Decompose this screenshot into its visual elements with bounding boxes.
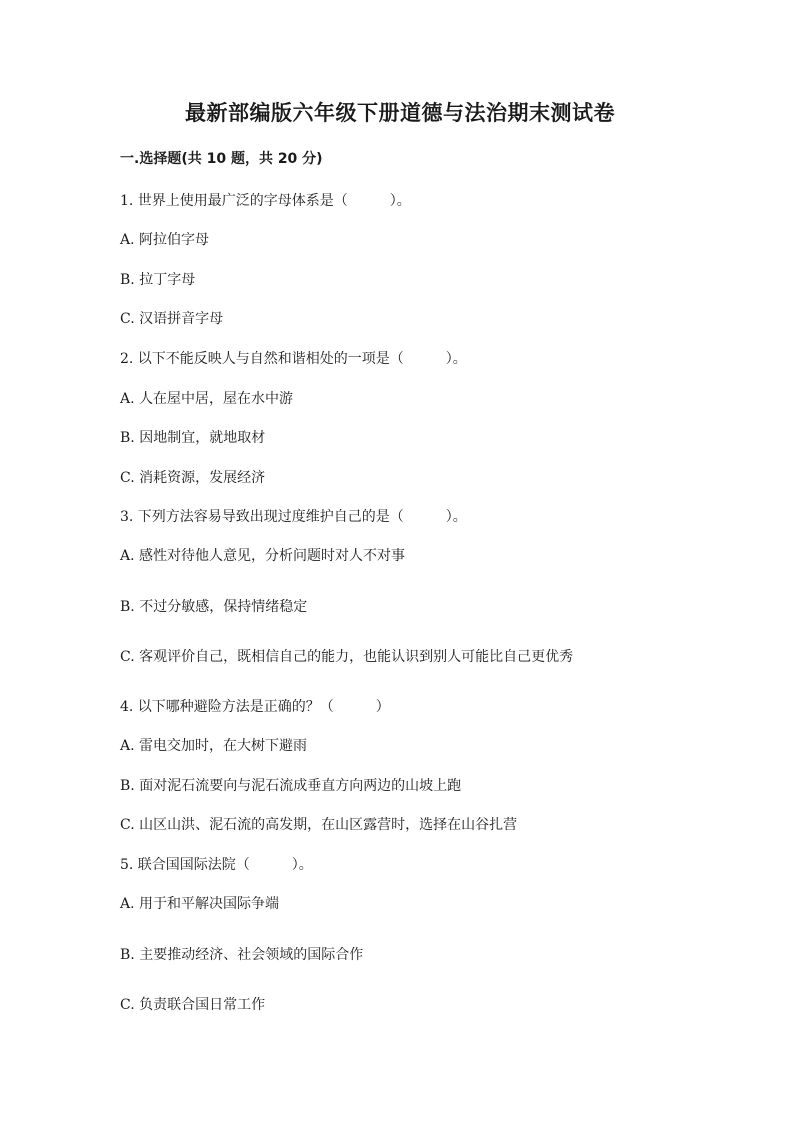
question-4-stem: 4. 以下哪种避险方法是正确的？（ ） bbox=[120, 699, 390, 715]
question-2-option-b: B. 因地制宜，就地取材 bbox=[120, 430, 266, 446]
question-4-option-b: B. 面对泥石流要向与泥石流成垂直方向两边的山坡上跑 bbox=[120, 778, 462, 794]
exam-title: 最新部编版六年级下册道德与法治期末测试卷 bbox=[185, 101, 615, 125]
question-3-option-b: B. 不过分敏感，保持情绪稳定 bbox=[120, 599, 308, 615]
question-1-option-a: A. 阿拉伯字母 bbox=[120, 232, 210, 248]
question-2-stem: 2. 以下不能反映人与自然和谐相处的一项是（ ）。 bbox=[120, 351, 467, 367]
question-2-option-c: C. 消耗资源，发展经济 bbox=[120, 470, 266, 486]
question-3-option-a: A. 感性对待他人意见，分析问题时对人不对事 bbox=[120, 548, 406, 564]
question-4-option-a: A. 雷电交加时，在大树下避雨 bbox=[120, 738, 308, 754]
question-1-option-b: B. 拉丁字母 bbox=[120, 272, 196, 288]
question-5-option-c: C. 负责联合国日常工作 bbox=[120, 997, 266, 1013]
question-5-option-a: A. 用于和平解决国际争端 bbox=[120, 896, 280, 912]
question-2-option-a: A. 人在屋中居，屋在水中游 bbox=[120, 391, 294, 407]
question-3-option-c: C. 客观评价自己，既相信自己的能力，也能认识到别人可能比自己更优秀 bbox=[120, 649, 574, 665]
section-heading: 一.选择题(共 10 题，共 20 分) bbox=[120, 151, 323, 167]
question-5-stem: 5. 联合国国际法院（ ）。 bbox=[120, 857, 313, 873]
question-3-stem: 3. 下列方法容易导致出现过度维护自己的是（ ）。 bbox=[120, 509, 467, 525]
question-1-option-c: C. 汉语拼音字母 bbox=[120, 311, 224, 327]
question-1-stem: 1. 世界上使用最广泛的字母体系是（ ）。 bbox=[120, 193, 411, 209]
question-4-option-c: C. 山区山洪、泥石流的高发期，在山区露营时，选择在山谷扎营 bbox=[120, 817, 518, 833]
question-5-option-b: B. 主要推动经济、社会领域的国际合作 bbox=[120, 947, 364, 963]
